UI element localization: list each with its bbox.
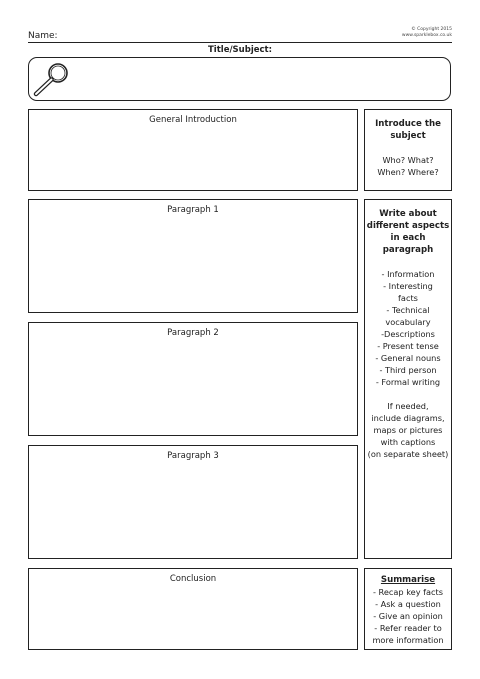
paragraph-guidance-heading: different aspects	[366, 221, 450, 231]
conclusion-guidance-heading: Summarise	[380, 575, 436, 585]
intro-guidance-heading: Introduce the	[375, 119, 441, 129]
copyright-notice	[340, 27, 452, 39]
intro-guidance-line: When? Where?	[377, 167, 439, 177]
guidance-list-item: - General nouns	[375, 353, 441, 363]
paragraph-2-label: Paragraph 2	[167, 328, 219, 338]
paragraph-3-label: Paragraph 3	[167, 451, 219, 461]
guidance-note-line: include diagrams,	[371, 413, 445, 423]
conclusion-list-item: - Give an opinion	[373, 611, 443, 621]
conclusion-list-item: - Recap key facts	[372, 587, 444, 597]
guidance-list-item: - Information	[381, 269, 435, 279]
guidance-list-item: - Interesting	[383, 281, 433, 291]
guidance-list-item: - Formal writing	[375, 377, 441, 387]
copyright-url: www.sparklebox.co.uk	[401, 33, 452, 38]
conclusion-list-item: - Refer reader to	[374, 623, 442, 633]
title-subject-box[interactable]	[28, 57, 451, 101]
paragraph-guidance-heading: Write about	[379, 209, 437, 219]
intro-guidance-heading: subject	[390, 131, 426, 141]
paragraph-3-box[interactable]	[28, 445, 358, 559]
conclusion-guidance-panel	[364, 568, 452, 650]
conclusion-label: Conclusion	[169, 574, 217, 584]
conclusion-list-item: - Ask a question	[375, 599, 441, 609]
paragraph-guidance-panel	[364, 199, 452, 559]
intro-guidance-line: Who? What?	[382, 155, 434, 165]
paragraph-2-box[interactable]	[28, 322, 358, 436]
name-label: Name:	[28, 31, 58, 41]
title-subject-label: Title/Subject:	[208, 45, 272, 55]
guidance-list-item: - Present tense	[377, 341, 439, 351]
intro-guidance-panel	[364, 109, 452, 191]
guidance-note-line: (on separate sheet)	[367, 449, 449, 459]
guidance-list-item: -Descriptions	[381, 329, 435, 339]
conclusion-box[interactable]	[28, 568, 358, 650]
general-introduction-label: General Introduction	[149, 115, 237, 125]
conclusion-list-item: more information	[372, 635, 444, 645]
guidance-note-line: maps or pictures	[373, 425, 443, 435]
guidance-list-item: vocabulary	[385, 317, 431, 327]
paragraph-1-label: Paragraph 1	[167, 205, 219, 215]
guidance-note-line: with captions	[380, 437, 436, 447]
guidance-list-item: facts	[398, 293, 418, 303]
guidance-list-item: - Technical	[386, 305, 430, 315]
name-underline	[28, 42, 452, 43]
general-introduction-box[interactable]	[28, 109, 358, 191]
guidance-list-item: - Third person	[379, 365, 437, 375]
paragraph-1-box[interactable]	[28, 199, 358, 313]
paragraph-guidance-heading: in each paragraph	[382, 233, 434, 255]
copyright-line: © Copyright 2015	[411, 27, 452, 32]
magnifying-glass-icon	[31, 60, 73, 98]
guidance-note-line: If needed,	[387, 401, 429, 411]
